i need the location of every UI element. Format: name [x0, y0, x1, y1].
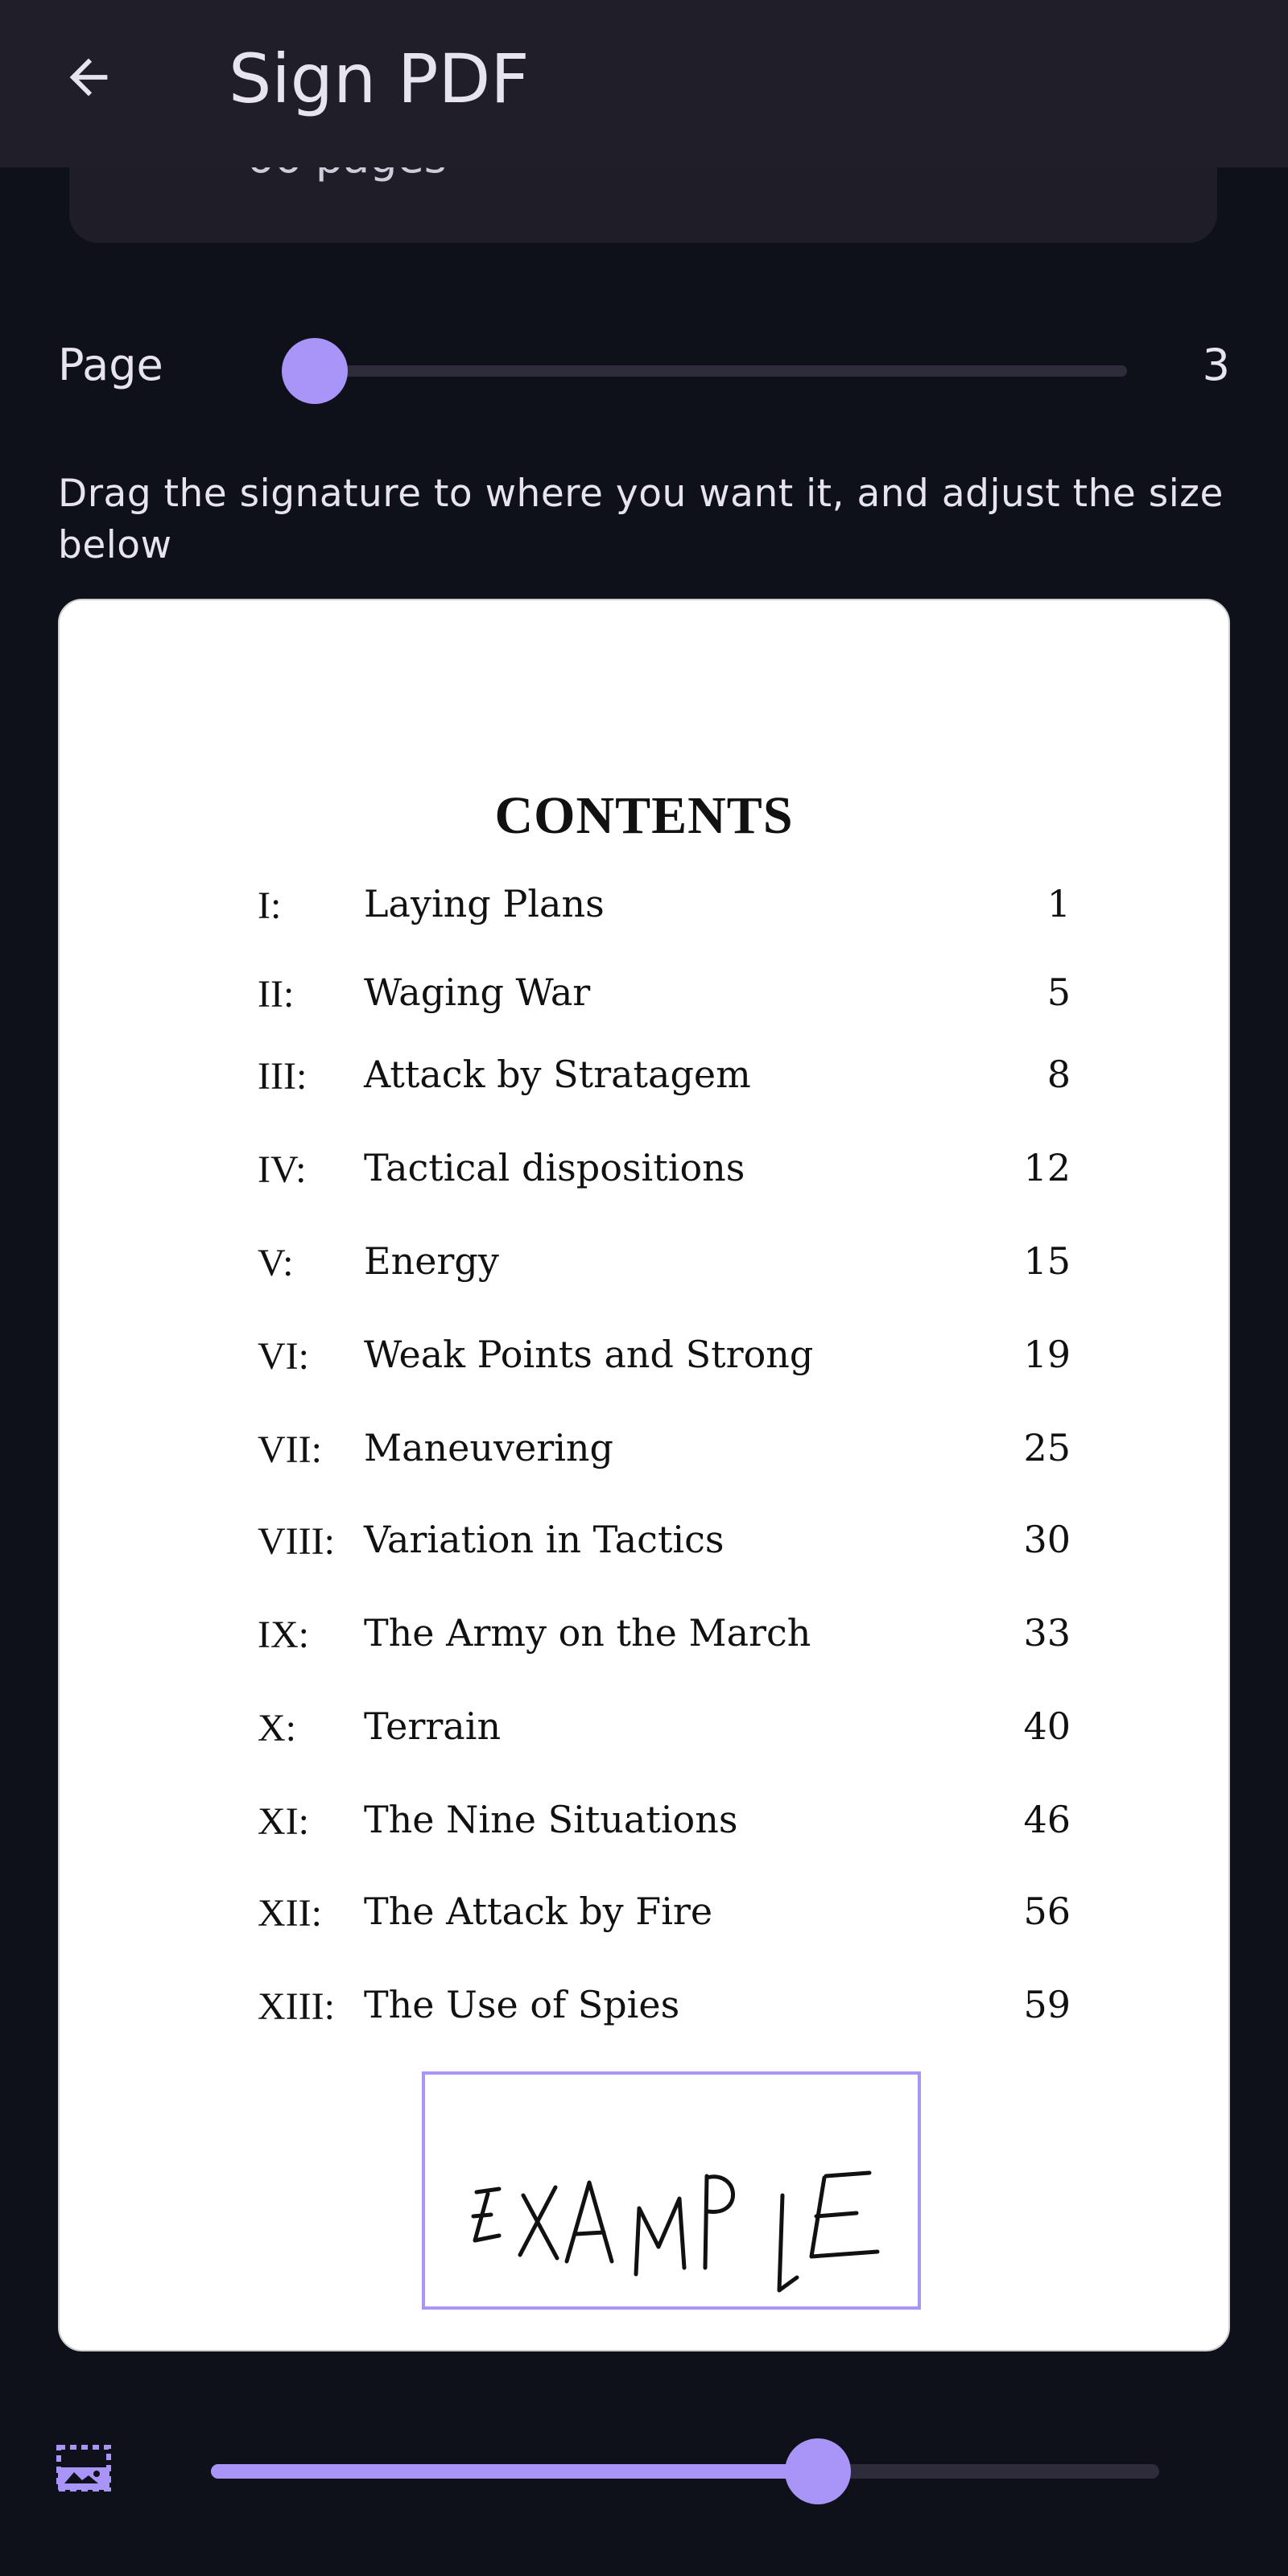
instructions-text: Drag the signature to where you want it, and adjust the size below — [58, 472, 1224, 567]
toc-row — [258, 1799, 1071, 1864]
toc-page-number: 12 — [1023, 1146, 1071, 1189]
toc-page-number: 5 — [1046, 971, 1071, 1014]
toc-row — [258, 1985, 1071, 2049]
toc-chapter-number: IX: — [258, 1614, 309, 1656]
toc-chapter-number: XI: — [258, 1800, 309, 1843]
toc-row — [258, 972, 1071, 1037]
signature-image — [425, 2075, 918, 2306]
toc-chapter-number: IV: — [258, 1148, 307, 1191]
toc-chapter-title: Variation in Tactics — [364, 1518, 724, 1561]
toc-page-number: 30 — [1023, 1518, 1071, 1561]
toc-chapter-number: X: — [258, 1707, 296, 1750]
toc-chapter-number: I: — [258, 884, 282, 927]
toc-row — [258, 1613, 1071, 1677]
page-slider-thumb[interactable] — [282, 338, 348, 404]
toc-chapter-title: Waging War — [364, 971, 591, 1014]
toc-row — [258, 1891, 1071, 1956]
toc-page-number: 8 — [1046, 1053, 1071, 1096]
signature-draggable[interactable] — [422, 2071, 921, 2310]
toc-chapter-title: Weak Points and Strong — [364, 1333, 814, 1376]
toc-chapter-number: VIII: — [258, 1520, 335, 1563]
page-slider[interactable] — [282, 330, 1127, 410]
page-slider-track[interactable] — [311, 365, 1127, 377]
toc-row — [258, 1334, 1071, 1399]
page-number-value: 3 — [1202, 340, 1230, 390]
toc-chapter-number: VI: — [258, 1335, 309, 1378]
toc-chapter-number: V: — [258, 1242, 294, 1284]
size-slider-thumb[interactable] — [785, 2438, 851, 2504]
signature-size-slider[interactable] — [211, 2430, 1159, 2508]
toc-chapter-title: The Attack by Fire — [364, 1890, 713, 1933]
toc-heading: CONTENTS — [494, 786, 794, 845]
toc-chapter-title: Terrain — [364, 1704, 502, 1748]
toc-row — [258, 1428, 1071, 1492]
resize-image-icon — [56, 2445, 111, 2492]
toc-chapter-number: II: — [258, 973, 295, 1016]
toc-chapter-title: Tactical dispositions — [364, 1146, 745, 1189]
toc-page-number: 15 — [1023, 1239, 1071, 1283]
toc-chapter-title: The Use of Spies — [364, 1983, 680, 2026]
toc-page-number: 25 — [1023, 1426, 1071, 1469]
toc-chapter-title: The Army on the March — [364, 1611, 811, 1655]
toc-page-number: 40 — [1023, 1704, 1071, 1748]
back-button[interactable] — [47, 35, 130, 119]
toc-row — [258, 1054, 1071, 1119]
toc-chapter-title: Laying Plans — [364, 882, 605, 925]
toc-row — [258, 1148, 1071, 1212]
toc-page-number: 33 — [1023, 1611, 1071, 1655]
toc-chapter-title: The Nine Situations — [364, 1798, 738, 1841]
toc-chapter-number: XIII: — [258, 1985, 335, 2028]
toc-chapter-number: VII: — [258, 1428, 322, 1471]
page-label: Page — [58, 340, 163, 390]
pdf-page-preview — [58, 599, 1230, 2351]
toc-chapter-title: Maneuvering — [364, 1426, 613, 1469]
page-title: Sign PDF — [229, 39, 530, 118]
toc-chapter-number: III: — [258, 1055, 308, 1098]
toc-chapter-number: XII: — [258, 1892, 322, 1935]
app-bar — [0, 0, 1288, 167]
arrow-left-icon — [60, 49, 117, 105]
toc-page-number: 56 — [1023, 1890, 1071, 1933]
toc-row — [258, 884, 1071, 948]
toc-page-number: 19 — [1023, 1333, 1071, 1376]
toc-chapter-title: Energy — [364, 1239, 499, 1283]
toc-page-number: 46 — [1023, 1798, 1071, 1841]
toc-row — [258, 1706, 1071, 1770]
size-slider-active-track — [211, 2464, 818, 2479]
toc-row — [258, 1241, 1071, 1305]
toc-page-number: 59 — [1023, 1983, 1071, 2026]
toc-page-number: 1 — [1046, 882, 1071, 925]
toc-row — [258, 1519, 1071, 1584]
toc-chapter-title: Attack by Stratagem — [364, 1053, 751, 1096]
